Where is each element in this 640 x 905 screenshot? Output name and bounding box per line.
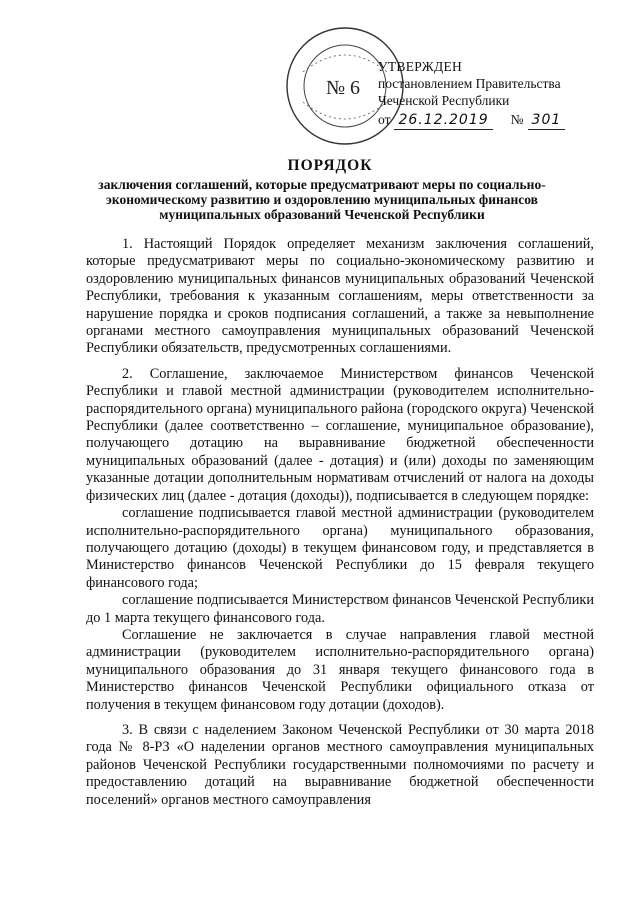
document-body — [86, 236, 594, 809]
paragraph-2-note: Соглашение не заключается в случае направления главой местной администрации (руководителем исполнительно-распорядительного органа) муниципального образования до 31 января текущего финансового года в Министерство финансов Чеченской Республики официального отказа от получения в текущем финансовом году дотации (доходов). — [86, 626, 594, 713]
approval-block — [378, 58, 628, 130]
paragraph-2-item-2: соглашение подписывается Министерством финансов Чеченской Республики до 1 марта текущего финансового года. — [86, 592, 594, 626]
paragraph-2-item-1: соглашение подписывается главой местной администрации (руководителем исполнительно-распорядительного органа) муниципального образования, получающего дотацию (доходы) в текущем финансовом году, и представляется в Министерство финансов Чеченской Республики до 15 февраля текущего финансового года; — [86, 505, 594, 591]
approval-number: 301 — [528, 112, 566, 130]
approval-from-label: от — [378, 112, 391, 127]
stamp-number: № 6 — [325, 77, 361, 99]
approval-date: 26.12.2019 — [394, 112, 492, 130]
approval-number-label: № — [510, 112, 524, 127]
approval-date-number-row — [378, 111, 628, 130]
approval-line-2: Чеченской Республики — [378, 93, 510, 108]
paragraph-1: 1. Настоящий Порядок определяет механизм заключения соглашений, которые предусматривают меры по социально-экономическому развитию и оздоровлению муниципальных финансов муниципальных образований Чеченской Республики, требования к указанным соглашениям, меры ответственности за нарушение порядка и сроков подписания соглашений, а также за невыполнение органами местного самоуправления муниципальных образований Чеченской Республики обязательств, предусмотренных соглашениями. — [86, 236, 594, 357]
approval-heading: УТВЕРЖДЕН — [378, 59, 463, 74]
document-subtitle: заключения соглашений, которые предусматривают меры по социально-экономическому развитию и оздоровлению муниципальных финансов муниципальных образований Чеченской Республики — [98, 177, 546, 222]
approval-line-1: постановлением Правительства — [378, 76, 561, 91]
document-title: ПОРЯДОК — [287, 157, 373, 174]
paragraph-2: 2. Соглашение, заключаемое Министерством финансов Чеченской Республики и главой местной администрации (руководителем исполнительно-распорядительного органа) муниципального района (городского округа) Чеченской Республики (далее соответственно – соглашение, муниципальное образование), получающего дотацию на выравнивание бюджетной обеспеченности муниципальных образований (далее - дотация) и (или) доходы по заменяющим указанные дотации дополнительным нормативам отчислений от налога на доходы физических лиц (далее - дотация (доходы)), подписывается в следующем порядке: — [86, 365, 594, 504]
paragraph-3: 3. В связи с наделением Законом Чеченской Республики от 30 марта 2018 года № 8-РЗ «О наделении органов местного самоуправления муниципальных районов Чеченской Республики государственными полномочиями по расчету и предоставлению дотаций на выравнивание бюджетной обеспеченности поселений» органов местного самоуправления — [86, 721, 594, 808]
